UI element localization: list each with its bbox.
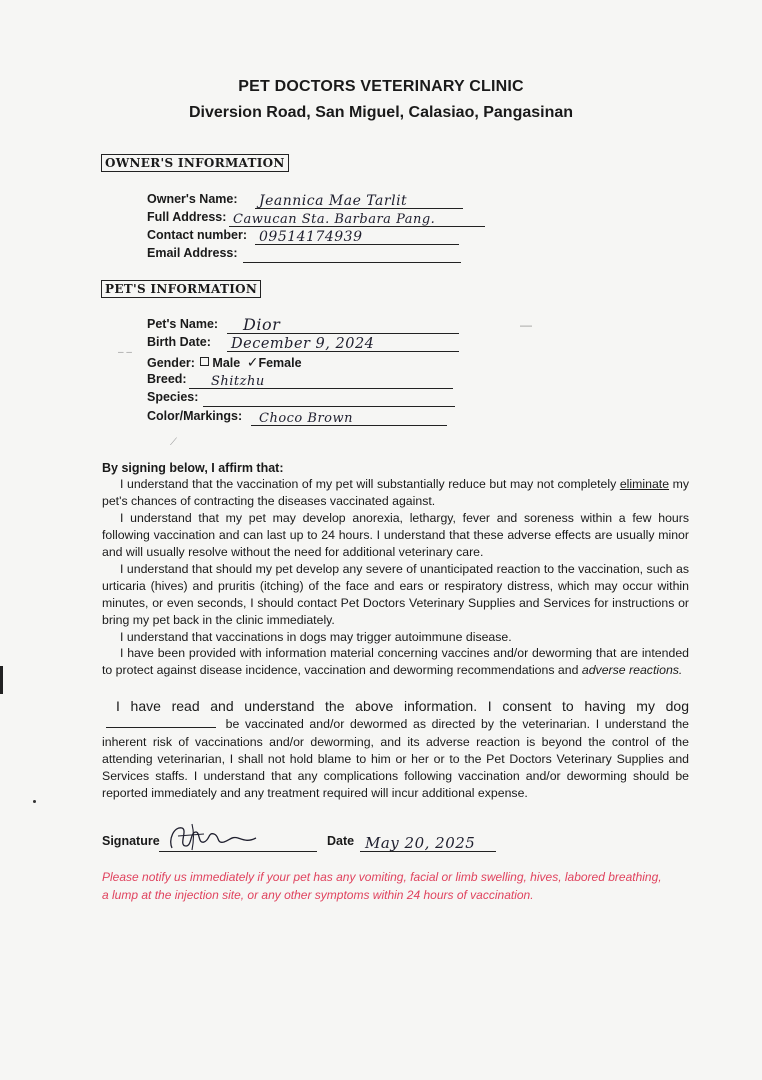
pet-gender-label: Gender: (147, 356, 195, 370)
consent-after-blank: be (225, 717, 240, 732)
female-checkbox-checked[interactable]: ✓ (246, 354, 259, 370)
owner-email-label: Email Address: (147, 246, 238, 260)
signature-label: Signature (102, 834, 160, 848)
affirmation-1-rest: my pet's chances of contracting the diseases vaccinated against. (102, 477, 690, 508)
date-value: May 20, 2025 (365, 834, 476, 852)
male-option-label: Male (212, 356, 241, 370)
scan-mark: ⟋ (170, 437, 177, 448)
owner-contact-label: Contact number: (147, 228, 247, 242)
post-vaccination-notice: Please notify us immediately if your pet has any vomiting, facial or limb swelling, hives, labored breathing, a lump at the injection site, or any other symptoms within 24 hours of vaccination. (102, 870, 662, 902)
pet-gender-field (147, 354, 367, 372)
affirmation-5-italic: adverse reactions. (581, 663, 683, 677)
consent-paragraph (102, 698, 689, 803)
pet-section-heading: PET'S INFORMATION (101, 280, 261, 298)
pet-birthdate-value: December 9, 2024 (231, 336, 375, 352)
scan-edge (0, 666, 3, 694)
owner-address-field[interactable] (147, 210, 487, 228)
pet-color-value: Choco Brown (259, 411, 353, 426)
owner-email-line (243, 262, 461, 263)
pet-birthdate-label: Birth Date: (147, 335, 211, 349)
owner-name-value: Jeannica Mae Tarlit (259, 193, 408, 209)
pet-name-value: Dior (243, 315, 281, 334)
pet-breed-label: Breed: (147, 372, 187, 386)
consent-lead: I have read and understand the above information. I consent to having my dog (116, 698, 689, 714)
affirmation-heading: By signing below, I affirm that: (102, 461, 284, 475)
clinic-address: Diversion Road, San Miguel, Calasiao, Pangasinan (188, 104, 574, 121)
pet-species-line (203, 406, 455, 407)
affirmation-paragraph-5 (102, 645, 689, 679)
pet-color-label: Color/Markings: (147, 409, 243, 423)
date-field[interactable] (327, 834, 497, 854)
clinic-name: PET DOCTORS VETERINARY CLINIC (238, 78, 524, 95)
affirmation-1-underlined: eliminate (619, 477, 670, 491)
owner-address-value: Cawucan Sta. Barbara Pang. (233, 212, 436, 227)
pet-birthdate-field[interactable] (147, 335, 467, 353)
owner-section-heading: OWNER'S INFORMATION (101, 154, 289, 172)
dog-name-blank[interactable] (106, 727, 216, 728)
affirmation-paragraph-4: I understand that vaccinations in dogs may trigger autoimmune disease. (120, 630, 512, 644)
affirmation-paragraph-3: I understand that should my pet develop any severe of unanticipated reaction to the vaccination, such as urticaria (hives) and pruritis (itching) of the face and ears or respiratory distress, which may occur within minutes, or even seconds, I should contact Pet Doctors Veterinary Supplies and Services for instructions or bring my pet back in the clinic immediately. (102, 562, 689, 627)
pet-breed-value: Shitzhu (211, 374, 265, 389)
date-label: Date (327, 834, 355, 848)
owner-contact-field[interactable] (147, 228, 467, 246)
affirmation-paragraph-1 (102, 476, 689, 510)
owner-address-label: Full Address: (147, 210, 227, 224)
owner-email-field[interactable] (147, 246, 467, 264)
pet-name-field[interactable] (147, 317, 467, 335)
owner-name-label: Owner's Name: (147, 192, 238, 206)
consent-rest: vaccinated and/or dewormed as directed by the veterinarian. I understand the inherent risk of vaccinations and/or deworming, and its adverse reaction is beyond the control of the attending veterinarian, I shall not hold blame to him or her or to the Pet Doctors Veterinary Supplies and Services staffs. I understand that any complications following vaccination and/or deworming should be reported immediately and any treatment required will incur additional expense. (102, 717, 690, 801)
handwritten-signature (164, 820, 274, 854)
pet-breed-field[interactable] (147, 372, 467, 390)
female-option-label: Female (258, 356, 302, 370)
owner-name-field[interactable] (147, 192, 467, 210)
affirmation-paragraph-2: I understand that my pet may develop anorexia, lethargy, fever and soreness within a few hours following vaccination and can last up to 24 hours. I understand that these adverse effects are usually minor and will usually resolve without the need for additional veterinary care. (102, 511, 689, 559)
pet-species-label: Species: (147, 390, 199, 404)
scan-dot (33, 800, 36, 803)
pet-species-field[interactable] (147, 390, 467, 408)
owner-contact-value: 09514174939 (259, 229, 363, 245)
affirmation-5-text: I have been provided with information material concerning vaccines and/or deworming that are intended to protect against disease incidence, vaccination and deworming recommendations and (102, 646, 689, 677)
signature-field[interactable] (102, 834, 317, 854)
affirmation-1-text: I understand that the vaccination of my pet will substantially reduce but may not completely (120, 477, 617, 491)
pet-color-field[interactable] (147, 409, 467, 427)
scan-mark: – – (118, 347, 132, 358)
scan-mark: — (520, 318, 532, 332)
male-checkbox[interactable] (200, 357, 209, 366)
pet-name-label: Pet's Name: (147, 317, 219, 331)
